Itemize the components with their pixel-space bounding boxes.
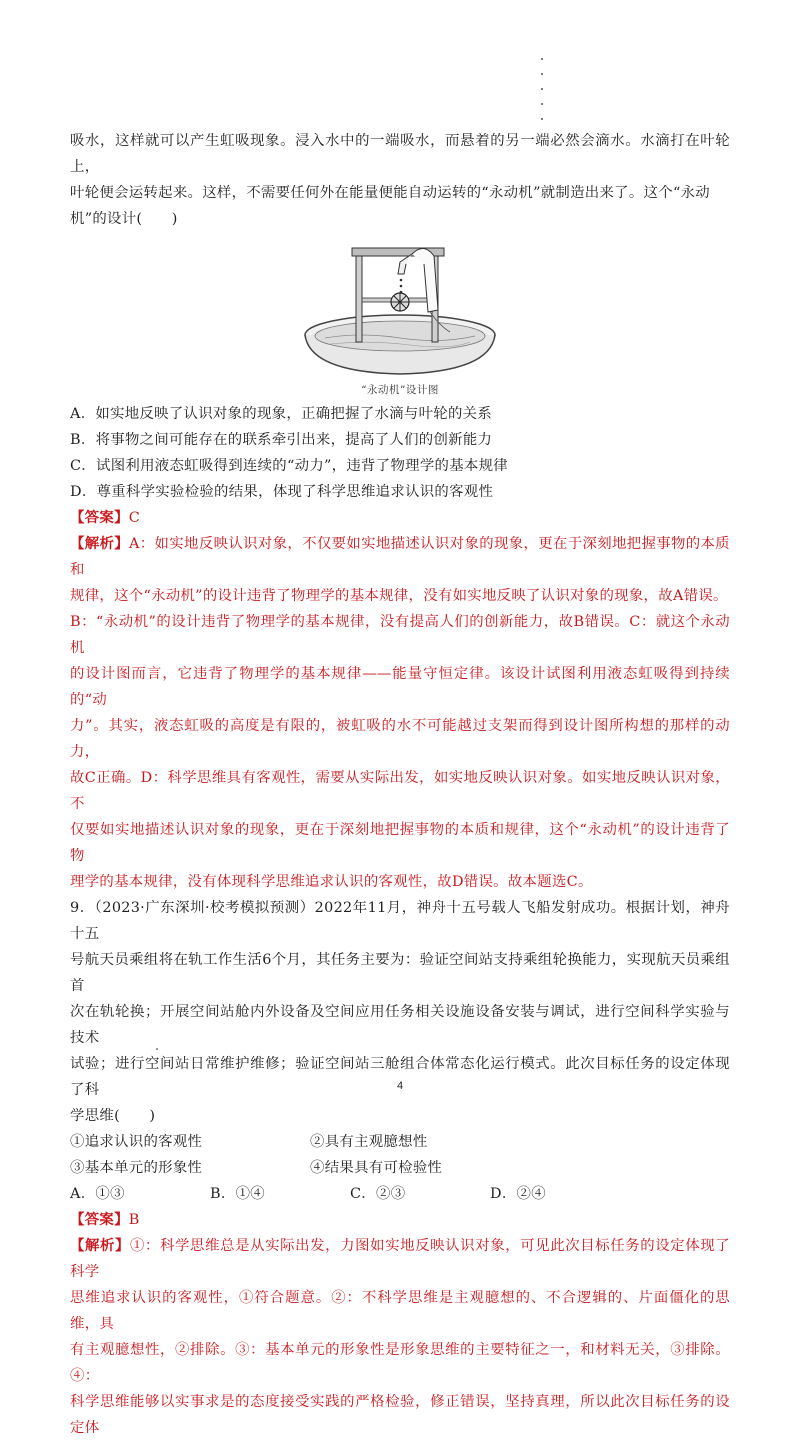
q8-answer-value: C [128, 510, 141, 526]
q9-stem-line-3: 次在轨轮换；开展空间站舱内外设备及空间应用任务相关设施设备安装与调试，进行空间科学实验与技术 [70, 1004, 730, 1046]
q8-analysis-line-8: 理学的基本规律，没有体现科学思维追求认识的客观性，故D错误。故本题选C。 [70, 874, 593, 890]
q9-analysis-label: 【解析】 [70, 1237, 131, 1254]
q9-choice-a: A．①③ [70, 1186, 125, 1202]
q8-analysis-line-1 [70, 531, 730, 583]
q9-stem-line-2: 号航天员乘组将在轨工作生活6个月，其任务主要为：验证空间站支持乘组轮换能力，实现航天员乘组首 [70, 952, 730, 994]
q8-stem-line-2: 叶轮便会运转起来。这样，不需要任何外在能量便能自动运转的“永动机”就制造出来了。这个“永动 [70, 185, 710, 201]
q8-analysis-line-6: 故C正确。D：科学思维具有客观性，需要从实际出发，如实地反映认识对象。如实地反映认识对象，不 [70, 770, 730, 812]
page-number: 4 [396, 1080, 404, 1092]
q8-answer-label: 【答案】 [70, 509, 129, 526]
perpetual-motion-figure [300, 240, 500, 397]
q9-analysis-line-2: 思维追求认识的客观性，①符合题意。②：不科学思维是主观臆想的、不合逻辑的、片面僵化的思维，具 [70, 1290, 730, 1332]
q9-stem-line-4: 试验；进行空间站日常维护维修；验证空间站三舱组合体常态化运行模式。此次目标任务的设定体现了科 [70, 1056, 730, 1098]
q8-option-d: D．尊重科学实验检验的结果，体现了科学思维追求认识的客观性 [70, 484, 494, 500]
q9-choice-d: D．②④ [490, 1186, 546, 1202]
q9-analysis-line-3: 有主观臆想性，②排除。③：基本单元的形象性是形象思维的主要特征之一，和材料无关，③排除。④： [70, 1342, 730, 1384]
q8-analysis-line-5: 力”。其实，液态虹吸的高度是有限的，被虹吸的水不可能越过支架而得到设计图所构想的那样的动力， [70, 718, 730, 760]
q9-choice-b: B．①④ [210, 1186, 265, 1202]
q8-analysis-line-3: B：“永动机”的设计违背了物理学的基本规律，没有提高人们的创新能力，故B错误。C：就这个永动机 [70, 614, 730, 656]
q9-item-4: ④结果具有可检验性 [310, 1160, 443, 1176]
q8-analysis-label: 【解析】 [70, 535, 130, 552]
q8-analysis-text-1: A：如实地反映认识对象，不仅要如实地描述认识对象的现象，更在于深刻地把握事物的本质和 [70, 536, 730, 578]
q9-item-3: ③基本单元的形象性 [70, 1160, 203, 1176]
margin-dots [541, 58, 545, 133]
q8-stem-line-3: 机”的设计( ) [70, 211, 178, 227]
q8-option-a: A．如实地反映了认识对象的现象，正确把握了水滴与叶轮的关系 [70, 406, 493, 422]
q8-analysis-line-2: 规律，这个“永动机”的设计违背了物理学的基本规律，没有如实地反映了认识对象的现象，故A错误。 [70, 588, 728, 604]
q8-option-c: C．试图利用液态虹吸得到连续的“动力”，违背了物理学的基本规律 [70, 458, 508, 474]
q9-choices-row [70, 1181, 730, 1207]
q8-stem-line-1: 吸水，这样就可以产生虹吸现象。浸入水中的一端吸水，而悬着的另一端必然会滴水。水滴打在叶轮上， [70, 133, 730, 175]
stray-dot [156, 1048, 158, 1050]
q9-stem-line-5: 学思维( ) [70, 1108, 156, 1124]
q9-analysis-text-1: ①：科学思维总是从实际出发，力图如实地反映认识对象，可见此次目标任务的设定体现了科学 [70, 1238, 730, 1280]
q9-analysis-line-4: 科学思维能够以实事求是的态度接受实践的严格检验，修正错误，坚持真理，所以此次目标任务的设定体 [70, 1394, 730, 1436]
q9-answer [70, 1207, 730, 1233]
figure-caption: “永动机”设计图 [361, 384, 439, 396]
q9-items-row-2 [70, 1155, 730, 1181]
q8-answer [70, 505, 730, 531]
q8-analysis-line-7: 仅要如实地描述认识对象的现象，更在于深刻地把握事物的本质和规律，这个“永动机”的设计违背了物 [70, 822, 730, 864]
q9-analysis-line-1 [70, 1233, 730, 1285]
perpetual-motion-machine-illustration [300, 240, 500, 380]
q9-answer-label: 【答案】 [70, 1211, 129, 1228]
q8-analysis-line-4: 的设计图而言，它违背了物理学的基本规律——能量守恒定律。该设计试图利用液态虹吸得到持续的“动 [70, 666, 730, 708]
q9-answer-value: B [128, 1212, 140, 1228]
q9-item-2: ②具有主观臆想性 [310, 1134, 428, 1150]
q9-stem-line-1: 9．（2023·广东深圳·校考模拟预测）2022年11月，神舟十五号载人飞船发射成功。根据计划，神舟十五 [70, 900, 730, 942]
q8-option-b: B．将事物之间可能存在的联系牵引出来，提高了人们的创新能力 [70, 432, 493, 448]
q9-items-row-1 [70, 1129, 730, 1155]
page-content [70, 128, 730, 1441]
q9-choice-c: C．②③ [350, 1186, 406, 1202]
q9-item-1: ①追求认识的客观性 [70, 1134, 203, 1150]
